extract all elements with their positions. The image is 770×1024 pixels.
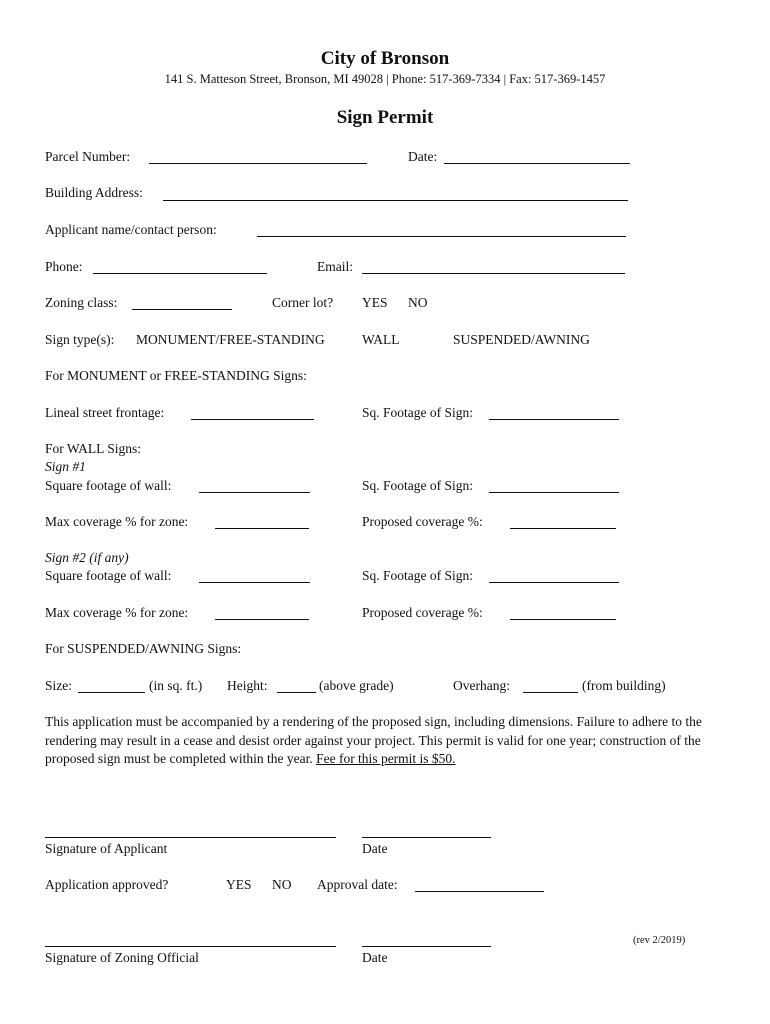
parcel-number-line[interactable] — [149, 163, 367, 164]
sign-type-suspended[interactable]: SUSPENDED/AWNING — [453, 332, 590, 347]
approved-label: Application approved? — [45, 877, 169, 892]
form-title: Sign Permit — [336, 107, 434, 128]
corner-lot-yes[interactable]: YES — [362, 295, 388, 310]
date-label: Date: — [408, 149, 438, 164]
zoning-class-label: Zoning class: — [45, 295, 118, 310]
sign1-proposed-coverage-line[interactable] — [510, 528, 616, 529]
applicant-date-line[interactable] — [362, 837, 491, 838]
sign1-max-coverage-line[interactable] — [215, 528, 309, 529]
applicant-signature-line[interactable] — [45, 837, 336, 838]
sign2-max-coverage-label: Max coverage % for zone: — [45, 605, 189, 620]
corner-lot-label: Corner lot? — [272, 295, 334, 310]
sign-type-label: Sign type(s): — [45, 332, 115, 347]
wall-sign2-label: Sign #2 (if any) — [45, 550, 129, 565]
overhang-line[interactable] — [523, 692, 578, 693]
applicant-line[interactable] — [257, 236, 626, 237]
corner-lot-no[interactable]: NO — [408, 295, 428, 310]
approval-date-line[interactable] — [415, 891, 544, 892]
sign1-proposed-coverage-label: Proposed coverage %: — [362, 514, 483, 529]
lineal-frontage-line[interactable] — [191, 419, 314, 420]
official-date-label: Date — [362, 950, 388, 965]
date-line[interactable] — [444, 163, 630, 164]
phone-label: Phone: — [45, 259, 83, 274]
building-address-line[interactable] — [163, 200, 628, 201]
overhang-unit: (from building) — [582, 678, 666, 693]
wall-heading: For WALL Signs: — [45, 441, 142, 456]
notice-paragraph — [45, 713, 735, 769]
parcel-number-label: Parcel Number: — [45, 149, 131, 164]
email-label: Email: — [317, 259, 353, 274]
phone-line[interactable] — [93, 273, 267, 274]
lineal-frontage-label: Lineal street frontage: — [45, 405, 165, 420]
height-label: Height: — [227, 678, 268, 693]
zoning-class-line[interactable] — [132, 309, 232, 310]
sign1-sq-sign-label: Sq. Footage of Sign: — [362, 478, 474, 493]
notice-text: This application must be accompanied by a rendering of the proposed sign, including dimensions. Failure to adhere to the rendering may result in a cease and desist order against your project. This permit is valid for one year; construction of the proposed sign must be completed within the year. — [45, 714, 702, 766]
official-signature-label: Signature of Zoning Official — [45, 950, 199, 965]
monument-heading: For MONUMENT or FREE-STANDING Signs: — [45, 368, 307, 383]
monument-sq-footage-line[interactable] — [489, 419, 619, 420]
overhang-label: Overhang: — [453, 678, 510, 693]
height-line[interactable] — [277, 692, 316, 693]
approved-yes[interactable]: YES — [226, 877, 252, 892]
sign-type-wall[interactable]: WALL — [362, 332, 400, 347]
suspended-heading: For SUSPENDED/AWNING Signs: — [45, 641, 242, 656]
approved-no[interactable]: NO — [272, 877, 292, 892]
city-title: City of Bronson — [320, 48, 450, 69]
official-date-line[interactable] — [362, 946, 491, 947]
size-line[interactable] — [78, 692, 145, 693]
height-unit: (above grade) — [319, 678, 394, 693]
revision-note: (rev 2/2019) — [633, 935, 686, 946]
sign2-sq-wall-line[interactable] — [199, 582, 310, 583]
notice-fee: Fee for this permit is $50. — [316, 751, 456, 766]
sign1-sq-wall-line[interactable] — [199, 492, 310, 493]
sign-type-monument[interactable]: MONUMENT/FREE-STANDING — [136, 332, 325, 347]
monument-sq-footage-label: Sq. Footage of Sign: — [362, 405, 474, 420]
applicant-date-label: Date — [362, 841, 388, 856]
building-address-label: Building Address: — [45, 185, 143, 200]
sign2-sq-wall-label: Square footage of wall: — [45, 568, 172, 583]
applicant-signature-label: Signature of Applicant — [45, 841, 168, 856]
size-unit: (in sq. ft.) — [149, 678, 203, 693]
sign2-proposed-coverage-label: Proposed coverage %: — [362, 605, 483, 620]
applicant-label: Applicant name/contact person: — [45, 222, 217, 237]
email-line[interactable] — [362, 273, 625, 274]
sign1-sq-wall-label: Square footage of wall: — [45, 478, 172, 493]
sign2-sq-sign-label: Sq. Footage of Sign: — [362, 568, 474, 583]
sign2-max-coverage-line[interactable] — [215, 619, 309, 620]
sign2-proposed-coverage-line[interactable] — [510, 619, 616, 620]
approval-date-label: Approval date: — [317, 877, 398, 892]
official-signature-line[interactable] — [45, 946, 336, 947]
sign2-sq-sign-line[interactable] — [489, 582, 619, 583]
sign1-max-coverage-label: Max coverage % for zone: — [45, 514, 189, 529]
sign1-sq-sign-line[interactable] — [489, 492, 619, 493]
size-label: Size: — [45, 678, 72, 693]
wall-sign1-label: Sign #1 — [45, 459, 86, 474]
city-address: 141 S. Matteson Street, Bronson, MI 49028 | Phone: 517-369-7334 | Fax: 517-369-1457 — [164, 72, 606, 86]
